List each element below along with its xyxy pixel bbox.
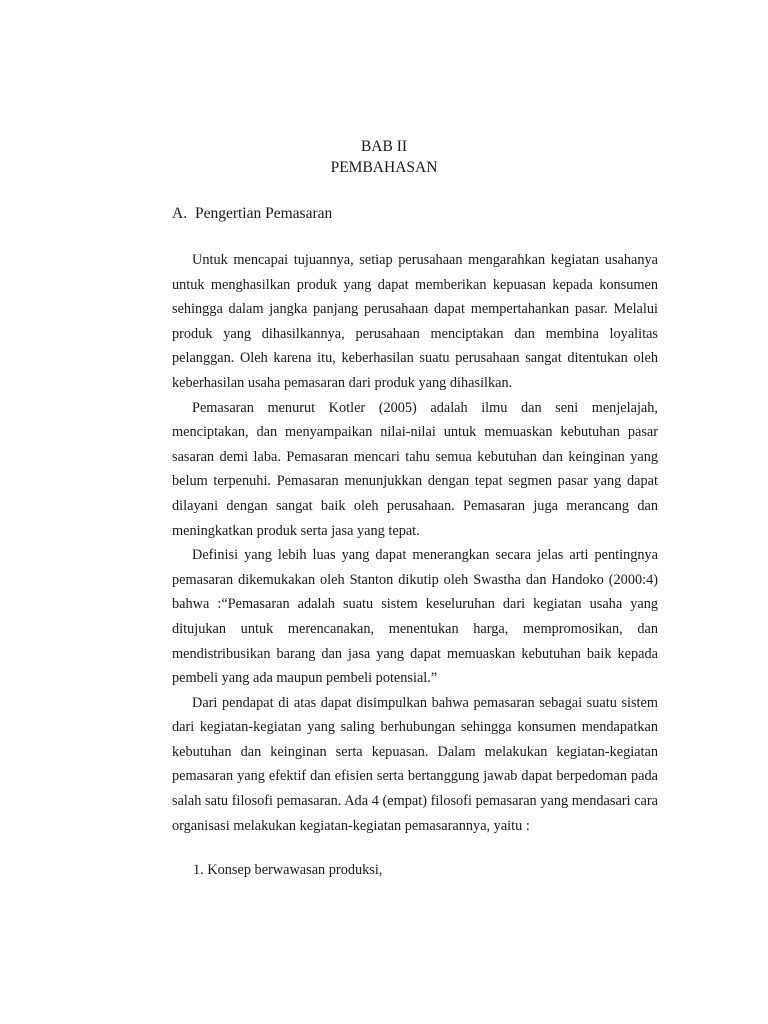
- paragraph: Pemasaran menurut Kotler (2005) adalah ilmu dan seni menjelajah, menciptakan, dan menyampaikan nilai-nilai untuk memuaskan kebutuhan pasar sasaran demi laba. Pemasaran mencari tahu semua kebutuhan dan keinginan yang belum terpenuhi. Pemasaran menunjukkan dengan tepat segmen pasar yang dapat dilayani dengan sangat baik oleh perusahaan. Pemasaran juga merancang dan meningkatkan produk serta jasa yang tepat.: [172, 399, 658, 539]
- chapter-number: BAB II: [360, 138, 408, 155]
- section-letter: A.: [172, 205, 188, 222]
- paragraph: Definisi yang lebih luas yang dapat menerangkan secara jelas arti pentingnya pemasaran dikemukakan oleh Stanton dikutip oleh Swastha dan Handoko (2000:4) bahwa :“Pemasaran adalah suatu sistem keseluruhan dari kegiatan usaha yang ditujukan untuk merencanakan, menentukan harga, mempromosikan, dan mendistribusikan barang dan jasa yang dapat memuaskan kebutuhan baik kepada pembeli yang ada maupun pembeli potensial.”: [172, 547, 658, 687]
- section-title: Pengertian Pemasaran: [194, 205, 333, 222]
- body-text: [172, 248, 658, 838]
- paragraph: Dari pendapat di atas dapat disimpulkan bahwa pemasaran sebagai suatu sistem dari kegiatan-kegiatan yang saling berhubungan sehingga konsumen mendapatkan kebutuhan dan keinginan serta kepuasan. Dalam melakukan kegiatan-kegiatan pemasaran yang efektif dan efisien serta bertanggung jawab dapat berpedoman pada salah satu filosofi pemasaran. Ada 4 (empat) filosofi pemasaran yang mendasari cara organisasi melakukan kegiatan-kegiatan pemasarannya, yaitu :: [172, 694, 658, 834]
- paragraph: Untuk mencapai tujuannya, setiap perusahaan mengarahkan kegiatan usahanya untuk menghasilkan produk yang dapat memberikan kepuasan kepada konsumen sehingga dalam jangka panjang perusahaan dapat mempertahankan pasar. Melalui produk yang dihasilkannya, perusahaan menciptakan dan membina loyalitas pelanggan. Oleh karena itu, keberhasilan suatu perusahaan sangat ditentukan oleh keberhasilan usaha pemasaran dari produk yang dihasilkan.: [172, 252, 658, 391]
- chapter-title: PEMBAHASAN: [330, 159, 438, 176]
- list-item: 1. Konsep berwawasan produksi,: [193, 862, 383, 878]
- section-heading: [172, 204, 332, 224]
